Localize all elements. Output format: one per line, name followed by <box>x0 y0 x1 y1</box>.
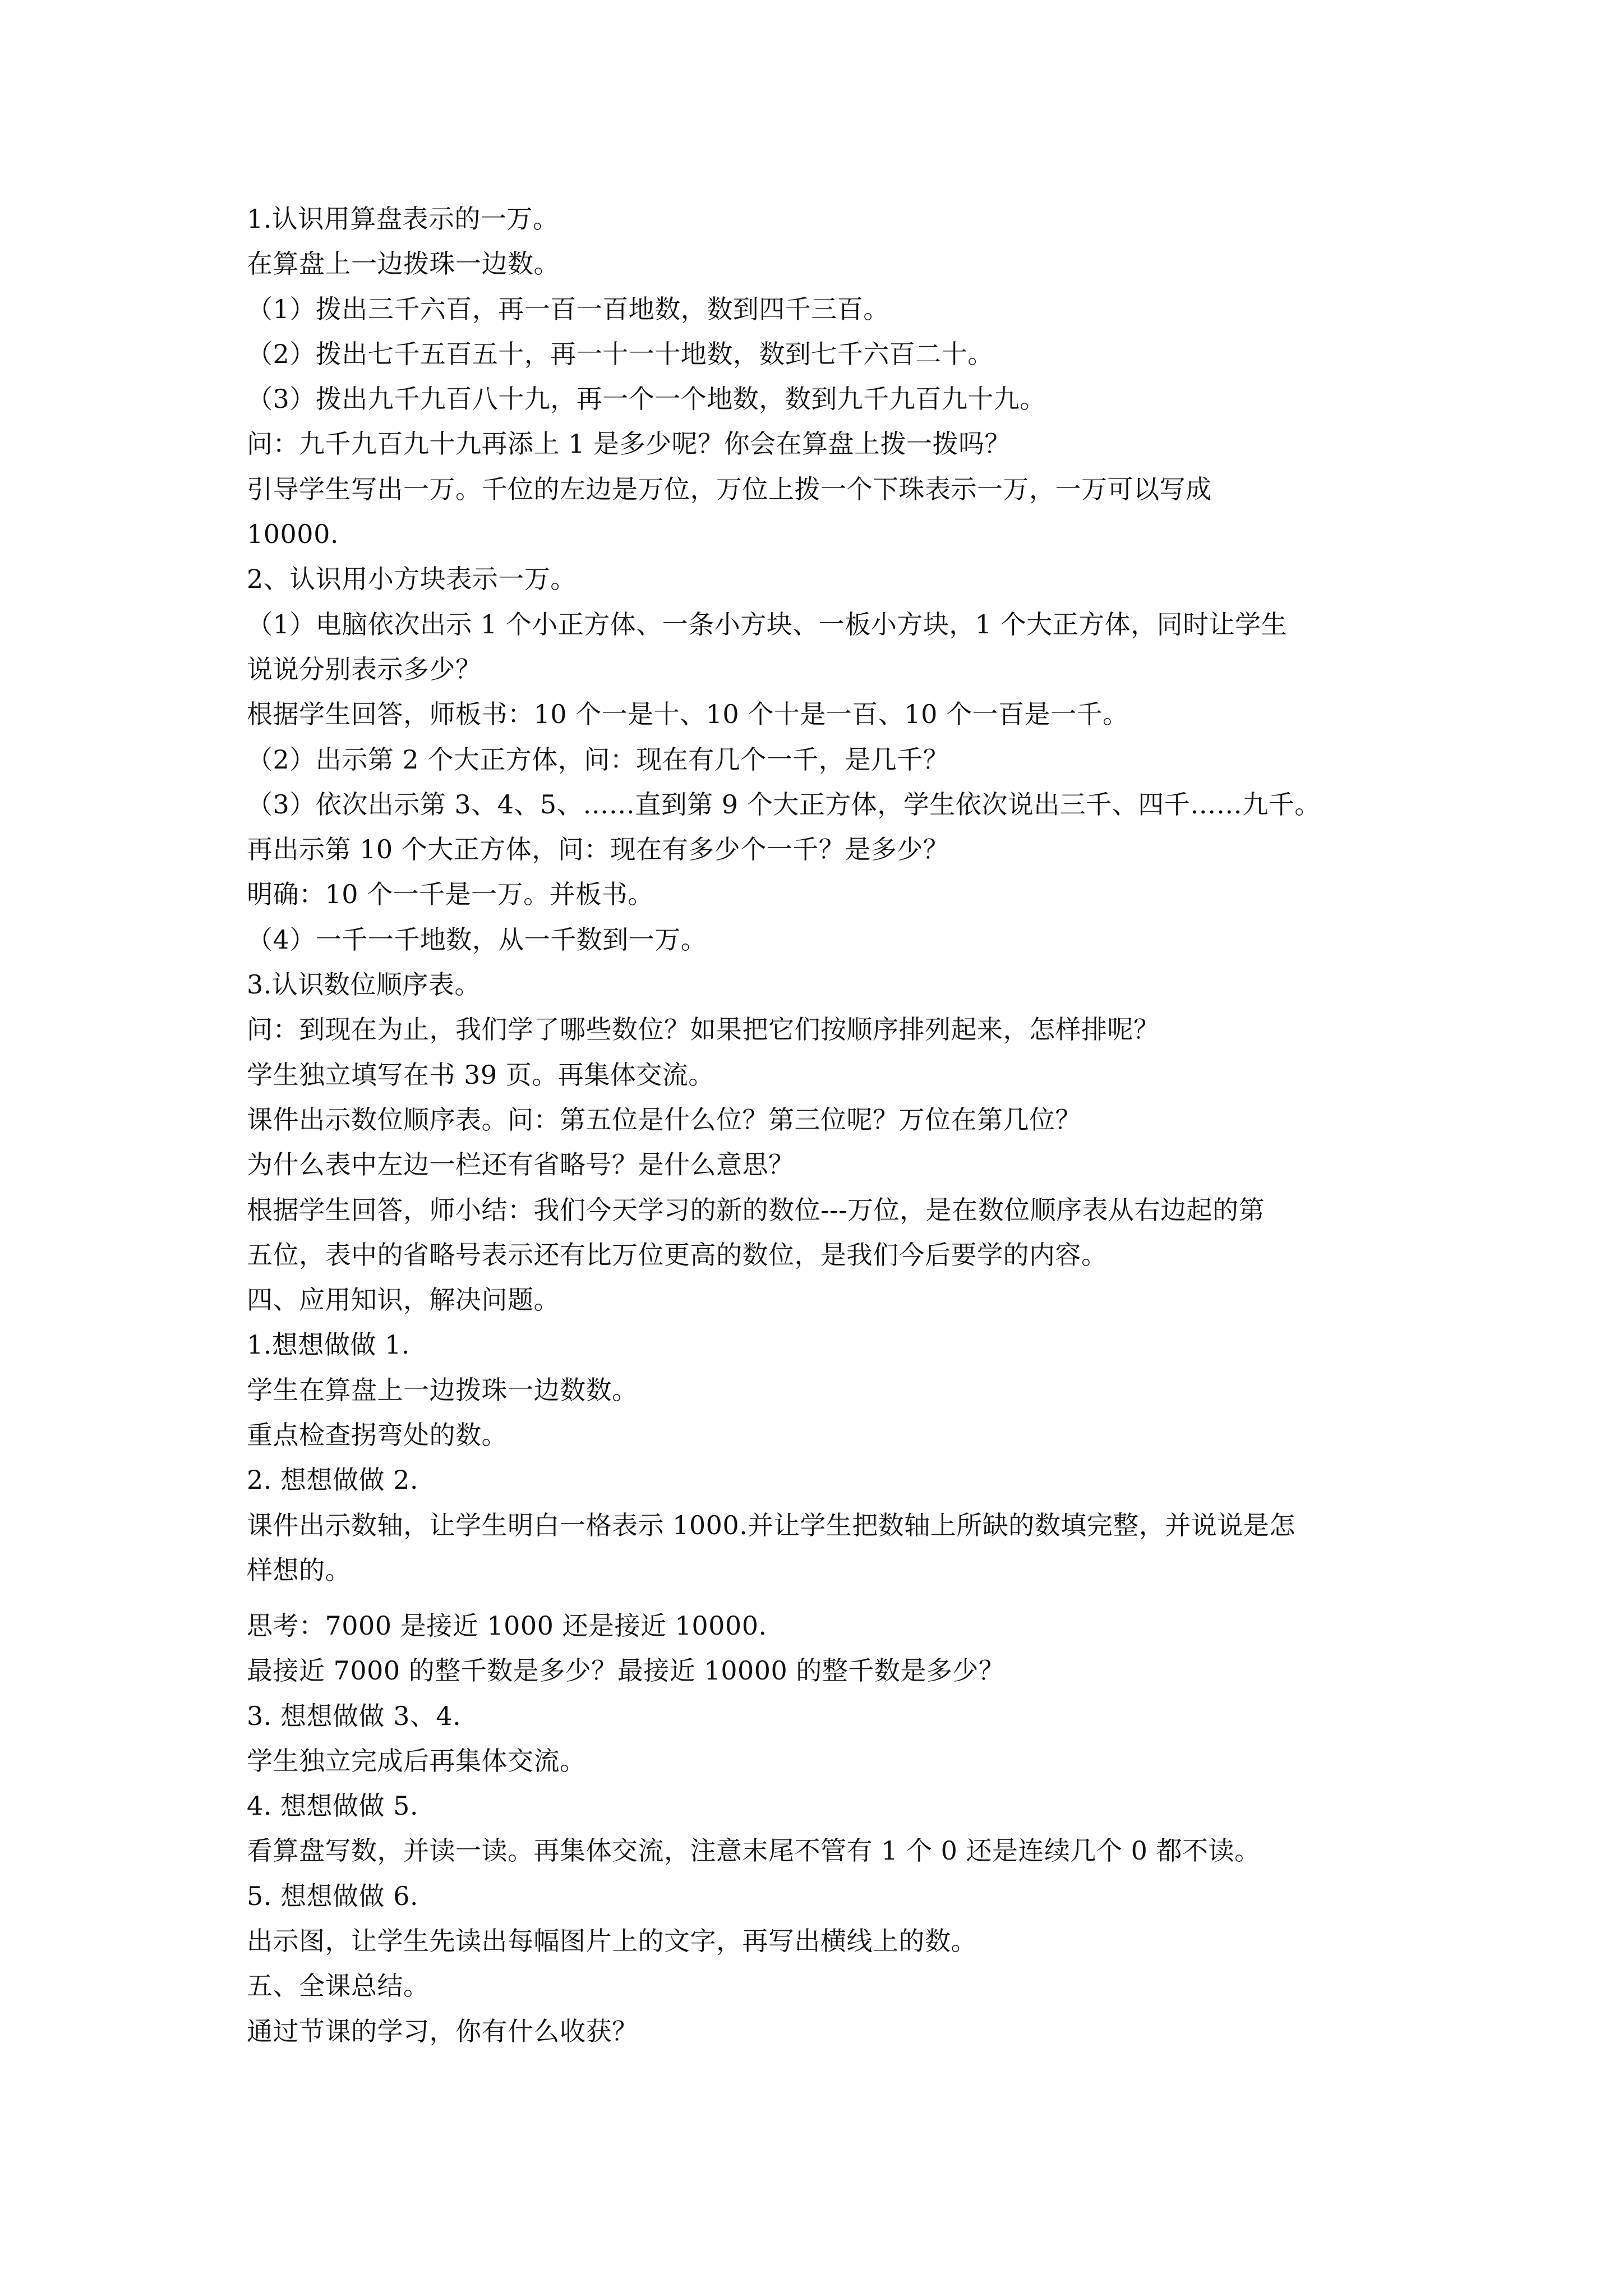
section-heading: 四、应用知识，解决问题。 <box>247 1285 560 1315</box>
text-line: 课件出示数位顺序表。问：第五位是什么位？第三位呢？万位在第几位？ <box>247 1104 1081 1135</box>
lesson-text-block-1 <box>247 196 1402 1593</box>
text-line: （1）拨出三千六百，再一百一百地数，数到四千三百。 <box>247 293 889 324</box>
exercise-heading: 4. 想想做做 5. <box>247 1791 419 1821</box>
text-line: 再出示第 10 个大正方体，问：现在有多少个一千？是多少？ <box>247 834 949 865</box>
text-line: 根据学生回答，师板书：10 个一是十、10 个十是一百、10 个一百是一千。 <box>247 699 1129 730</box>
text-line: 明确：10 个一千是一万。并板书。 <box>247 879 654 910</box>
text-line: 在算盘上一边拨珠一边数。 <box>247 249 560 279</box>
exercise-heading: 5. 想想做做 6. <box>247 1880 419 1911</box>
text-line: 思考：7000 是接近 1000 还是接近 10000. <box>247 1611 767 1641</box>
text-line: 看算盘写数，并读一读。再集体交流，注意末尾不管有 1 个 0 还是连续几个 0 都不读。 <box>247 1835 1261 1866</box>
exercise-heading: 1.想想做做 1. <box>247 1329 410 1360</box>
exercise-heading: 3. 想想做做 3、4. <box>247 1700 462 1731</box>
text-line: 通过节课的学习，你有什么收获？ <box>247 2016 638 2046</box>
text-line: （2）拨出七千五百五十，再一十一十地数，数到七千六百二十。 <box>247 338 994 369</box>
text-line: 10000. <box>247 519 339 550</box>
text-line: （3）依次出示第 3、4、5、……直到第 9 个大正方体，学生依次说出三千、四千……九千。 <box>247 789 1321 820</box>
text-line: 重点检查拐弯处的数。 <box>247 1420 508 1451</box>
section-heading: 2、认识用小方块表示一万。 <box>247 564 577 595</box>
text-line: 问：到现在为止，我们学了哪些数位？如果把它们按顺序排列起来，怎样排呢？ <box>247 1014 1160 1045</box>
text-line: 为什么表中左边一栏还有省略号？是什么意思？ <box>247 1149 795 1180</box>
text-line: 出示图，让学生先读出每幅图片上的文字，再写出横线上的数。 <box>247 1926 977 1957</box>
text-line: 五位，表中的省略号表示还有比万位更高的数位，是我们今后要学的内容。 <box>247 1239 1108 1270</box>
text-line: 学生在算盘上一边拨珠一边数数。 <box>247 1374 638 1405</box>
text-line: 根据学生回答，师小结：我们今天学习的新的数位---万位，是在数位顺序表从右边起的第 <box>247 1194 1265 1225</box>
lesson-text-block-2 <box>247 1603 1402 2054</box>
text-line: 学生独立完成后再集体交流。 <box>247 1745 586 1776</box>
text-line: 最接近 7000 的整千数是多少？最接近 10000 的整千数是多少？ <box>247 1655 1005 1686</box>
section-heading: 3.认识数位顺序表。 <box>247 969 481 1000</box>
text-line: 学生独立填写在书 39 页。再集体交流。 <box>247 1059 714 1090</box>
text-line: （2）出示第 2 个大正方体，问：现在有几个一千，是几千？ <box>247 744 949 775</box>
text-line: 1.认识用算盘表示的一万。 <box>247 204 559 234</box>
exercise-heading: 2. 想想做做 2. <box>247 1465 419 1496</box>
section-heading: 五、全课总结。 <box>247 1971 430 2001</box>
text-line: 说说分别表示多少？ <box>247 654 482 684</box>
text-line: （3）拨出九千九百八十九，再一个一个地数，数到九千九百九十九。 <box>247 384 1046 415</box>
text-line: 引导学生写出一万。千位的左边是万位，万位上拨一个下珠表示一万，一万可以写成 <box>247 473 1212 504</box>
text-line: 样想的。 <box>247 1554 351 1585</box>
text-line: （4）一千一千地数，从一千数到一万。 <box>247 924 707 955</box>
text-line: 问：九千九百九十九再添上 1 是多少呢？你会在算盘上拨一拨吗？ <box>247 429 1011 459</box>
text-line: （1）电脑依次出示 1 个小正方体、一条小方块、一板小方块，1 个大正方体，同时让学生 <box>247 609 1288 639</box>
text-line: 课件出示数轴，让学生明白一格表示 1000.并让学生把数轴上所缺的数填完整，并说说是怎 <box>247 1510 1295 1540</box>
